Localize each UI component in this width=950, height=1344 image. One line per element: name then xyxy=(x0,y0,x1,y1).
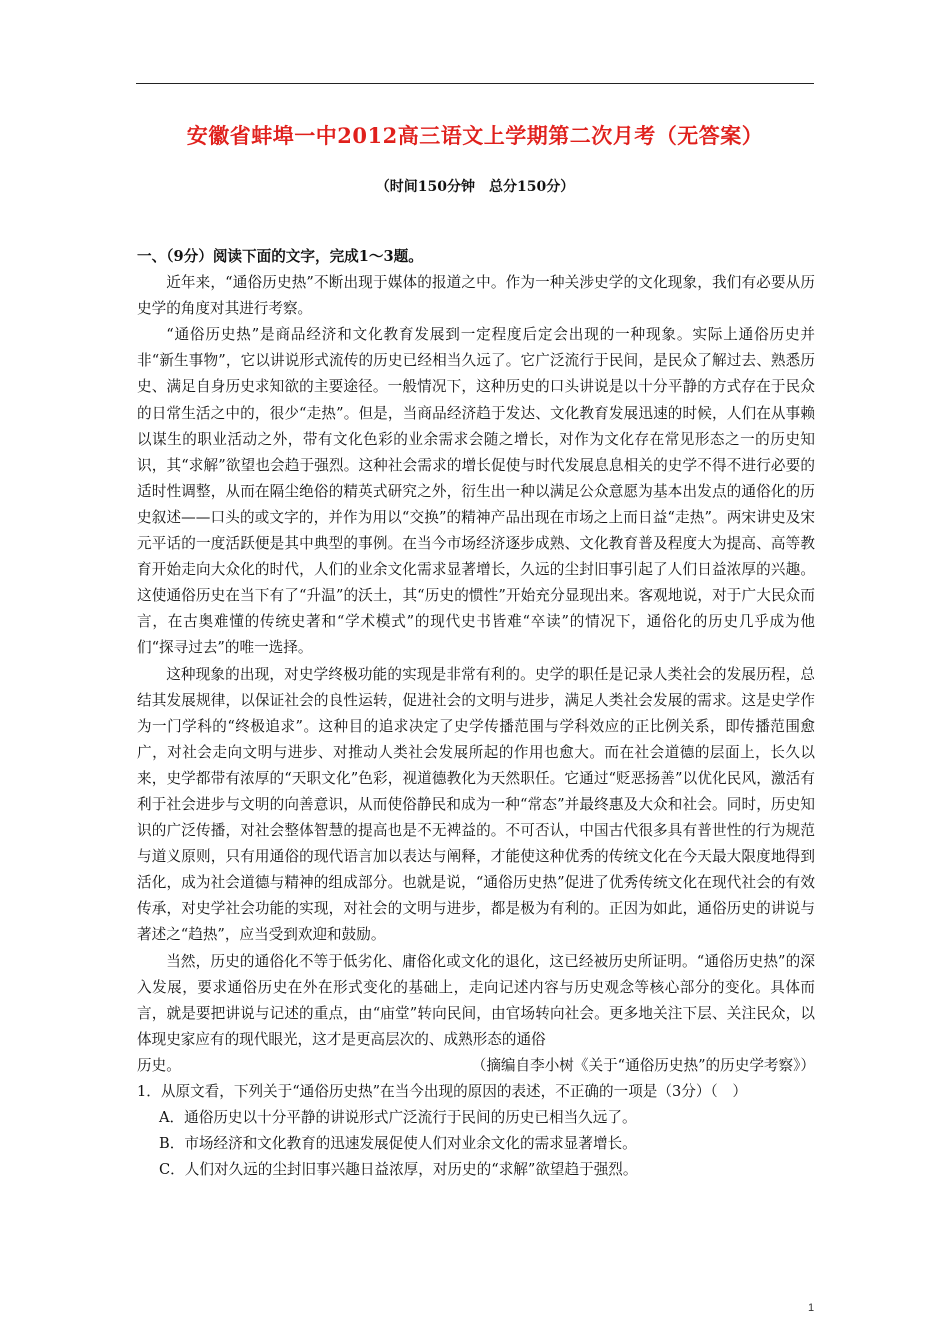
option-b: B．市场经济和文化教育的迅速发展促使人们对业余文化的需求显著增长。 xyxy=(159,1135,637,1153)
document-body xyxy=(137,244,815,1183)
exam-info: （时间150分钟 总分150分） xyxy=(375,179,575,195)
option-c: C．人们对久远的尘封旧事兴趣日益浓厚，对历史的“求解”欲望趋于强烈。 xyxy=(159,1161,638,1179)
section-heading: 一、（9分）阅读下面的文字，完成1～3题。 xyxy=(137,248,423,265)
question-stem: 1．从原文看，下列关于“通俗历史热”在当今出现的原因的表述，不正确的一项是（3分）（ ） xyxy=(137,1083,747,1100)
paragraph: 当然，历史的通俗化不等于低劣化、庸俗化或文化的退化，这已经被历史所证明。“通俗历史热”的深入发展，要求通俗历史在外在形式变化的基础上，走向记述内容与历史观念等核心部分的变化。具体而言，就是要把讲说与记述的重点，由“庙堂”转向民间，由官场转向社会。更多地关注下层、关注民众，以体现史家应有的现代眼光，这才是更高层次的、成熟形态的通俗 xyxy=(137,952,815,1048)
paragraph: 近年来，“通俗历史热”不断出现于媒体的报道之中。作为一种关涉史学的文化现象，我们有必要从历史学的角度对其进行考察。 xyxy=(137,274,815,318)
paragraph-last-words: 历史。 xyxy=(137,1056,181,1074)
paragraph: 这种现象的出现，对史学终极功能的实现是非常有利的。史学的职任是记录人类社会的发展历程，总结其发展规律，以保证社会的良性运转，促进社会的文明与进步，满足人类社会发展的需求。这是史学作为一门学科的“终极追求”。这种目的追求决定了史学传播范围与学科效应的正比例关系，即传播范围愈广，对社会走向文明与进步、对推动人类社会发展所起的作用也愈大。而在社会道德的层面上，长久以来，史学都带有浓厚的“天职文化”色彩，视道德教化为天然职任。它通过“贬恶扬善”以优化民风，激活有利于社会进步与文明的向善意识，从而使俗静民和成为一种“常态”并最终惠及大众和社会。同时，历史知识的广泛传播，对社会整体智慧的提高也是不无裨益的。不可否认，中国古代很多具有普世性的行为规范与道义原则，只有用通俗的现代语言加以表达与阐释，才能使这种优秀的传统文化在今天最大限度地得到活化，成为社会道德与精神的组成部分。也就是说，“通俗历史热”促进了优秀传统文化在现代社会的有效传承，对史学社会功能的实现，对社会的文明与进步，都是极为有利的。正因为如此，通俗历史的讲说与著述之“趋热”，应当受到欢迎和鼓励。 xyxy=(137,665,815,944)
option-a: A．通俗历史以十分平静的讲说形式广泛流行于民间的历史已相当久远了。 xyxy=(159,1109,637,1127)
header-rule xyxy=(136,83,814,84)
document-title: 安徽省蚌埠一中2012高三语文上学期第二次月考（无答案） xyxy=(186,123,764,148)
page-number: 1 xyxy=(808,1302,815,1314)
paragraph-end-line xyxy=(137,1053,815,1079)
source-citation: （摘编自李小树《关于“通俗历史热”的历史学考察》） xyxy=(471,1056,815,1074)
paragraph: “通俗历史热”是商品经济和文化教育发展到一定程度后定会出现的一种现象。实际上通俗历史并非“新生事物”，它以讲说形式流传的历史已经相当久远了。它广泛流行于民间，是民众了解过去、熟悉历史、满足自身历史求知欲的主要途径。一般情况下，这种历史的口头讲说是以十分平静的方式存在于民众的日常生活之中的，很少“走热”。但是，当商品经济趋于发达、文化教育发展迅速的时候，人们在从事赖以谋生的职业活动之外，带有文化色彩的业余需求会随之增长，对作为文化存在常见形态之一的历史知识，其“求解”欲望也会趋于强烈。这种社会需求的增长促使与时代发展息息相关的史学不得不进行必要的适时性调整，从而在隔尘绝俗的精英式研究之外，衍生出一种以满足公众意愿为基本出发点的通俗化的历史叙述——口头的或文字的，并作为用以“交换”的精神产品出现在市场之上而日益“走热”。两宋讲史及宋元平话的一度活跃便是其中典型的事例。在当今市场经济逐步成熟、文化教育普及程度大为提高、高等教育开始走向大众化的时代，人们的业余文化需求显著增长，久远的尘封旧事引起了人们日益浓厚的兴趣。这使通俗历史在当下有了“升温”的沃土，其“历史的惯性”开始充分显现出来。客观地说，对于广大民众而言，在古奥难懂的传统史著和“学术模式”的现代史书皆难“卒读”的情况下，通俗化的历史几乎成为他们“探寻过去”的唯一选择。 xyxy=(137,326,815,657)
